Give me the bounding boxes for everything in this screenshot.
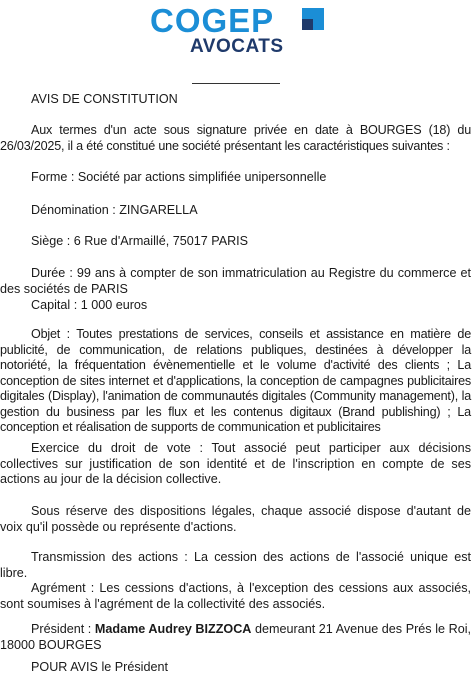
transmission-line: Transmission des actions : La cession des actions de l'associé unique est libre. [0,550,471,580]
intro-paragraph: Aux termes d'un acte sous signature privée en date à BOURGES (18) du 26/03/2025, il a été constitué une société présentant les caractéristiques suivantes : [0,123,471,153]
separator-rule [192,83,280,84]
siege-line: Siège : 6 Rue d'Armaillé, 75017 PARIS [31,234,249,248]
president-paragraph [0,622,471,653]
president-name: Madame Audrey BIZZOCA [94,622,252,636]
denomination-line: Dénomination : ZINGARELLA [31,203,198,217]
capital-line: Capital : 1 000 euros [31,298,148,312]
logo-subtitle: AVOCATS [190,36,284,57]
closing-line: POUR AVIS le Président [31,660,168,674]
reserve-paragraph: Sous réserve des dispositions légales, chaque associé dispose d'autant de voix qu'il possède ou représente d'actions. [0,504,471,534]
president-address: demeurant 21 Avenue des Prés le Roi, 18000 BOURGES [0,622,471,652]
vote-paragraph: Exercice du droit de vote : Tout associé peut participer aux décisions collectives sur justification de son identité et de l'inscription en compte de ses actions au jour de la décision collective. [0,441,471,486]
forme-line: Forme : Société par actions simplifiée unipersonnelle [31,170,327,184]
notice-title: AVIS DE CONSTITUTION [31,92,178,106]
square-corner-mark-icon [300,6,326,32]
objet-paragraph: Objet : Toutes prestations de services, conseils et assistance en matière de publicité, de communication, de relations publiques, destinées à développer la notoriété, la fréquentation évènementielle et le volume d'activité des clients ; La conception de sites internet et d'applications, la conception de campagnes publicitaires digitales (Display), l'animation de communautés digitales (Community management), la gestion du business par les flux et les contenus digitaux (Brand publishing) ; La conception et réalisation de supports de communication et publicitaires [0,327,471,434]
president-label: Président : [31,622,95,636]
agrement-paragraph: Agrément : Les cessions d'actions, à l'exception des cessions aux associés, sont soumises à l'agrément de la collectivité des associés. [0,581,471,611]
duree-paragraph: Durée : 99 ans à compter de son immatriculation au Registre du commerce et des sociétés de PARIS [0,266,471,296]
logo-wordmark: COGEP [150,2,275,39]
cogep-avocats-logo [0,2,473,64]
